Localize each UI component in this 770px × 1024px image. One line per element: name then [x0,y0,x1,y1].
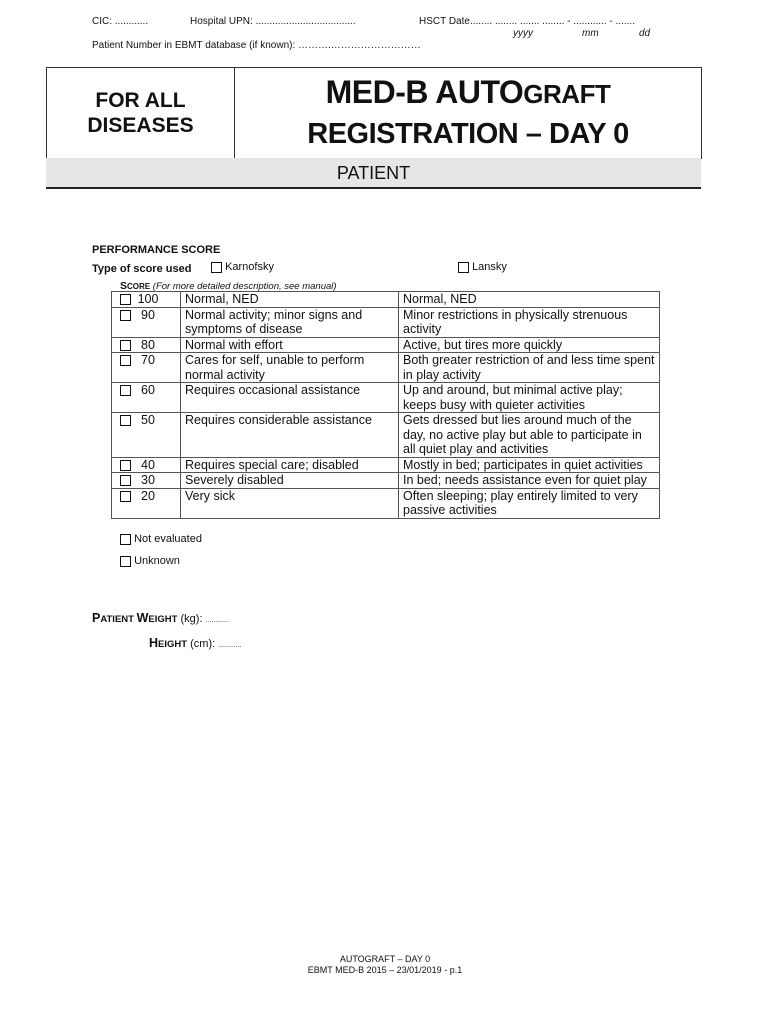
footer-version: EBMT MED-B 2015 – 23/01/2019 - p.1 [307,965,463,975]
karnofsky-description: Requires considerable assistance [181,413,399,458]
table-row [112,307,660,337]
checkbox-icon[interactable] [120,355,131,366]
patient-number-field: Patient Number in EBMT database (if known): ……….……………………… [92,40,421,51]
title-box [46,67,702,159]
checkbox-icon[interactable] [120,310,131,321]
unknown-label: Unknown [134,555,180,567]
section-bar-patient: PATIENT [46,158,701,189]
karnofsky-description: Requires special care; disabled [181,457,399,473]
karnofsky-description: Normal, NED [181,292,399,308]
lansky-description: Both greater restriction of and less time spent in play activity [399,353,660,383]
hsct-date-field: HSCT Date........ ........ ....... ........ - ............ - ....... [419,16,635,27]
unknown-checkbox[interactable] [120,556,131,567]
lansky-description: Mostly in bed; participates in quiet activities [399,457,660,473]
checkbox-icon[interactable] [120,415,131,426]
score-option-40[interactable]: 40 [112,457,181,473]
lansky-description: Normal, NED [399,292,660,308]
checkbox-icon[interactable] [120,340,131,351]
karnofsky-description: Normal with effort [181,337,399,353]
lansky-description: Minor restrictions in physically strenuous activity [399,307,660,337]
table-row [112,337,660,353]
table-row [112,488,660,518]
score-option-80[interactable]: 80 [112,337,181,353]
form-title-sub: REGISTRATION – DAY 0 [307,118,629,150]
score-option-90[interactable]: 90 [112,307,181,337]
footer-form-name: AUTOGRAFT – DAY 0 [339,954,431,964]
lansky-label: Lansky [472,261,507,273]
karnofsky-description: Requires occasional assistance [181,383,399,413]
score-option-100[interactable]: 100 [112,292,181,308]
table-row [112,413,660,458]
checkbox-icon[interactable] [120,491,131,502]
checkbox-icon[interactable] [120,460,131,471]
karnofsky-option[interactable] [211,261,274,273]
date-mm-hint: mm [582,28,599,39]
scope-line-1: FOR ALL [95,89,186,112]
performance-score-table [111,291,660,519]
date-yyyy-hint: yyyy [513,28,533,39]
table-row [112,353,660,383]
not-evaluated-option[interactable] [120,533,202,545]
not-evaluated-checkbox[interactable] [120,534,131,545]
score-option-50[interactable]: 50 [112,413,181,458]
table-row [112,383,660,413]
karnofsky-description: Very sick [181,488,399,518]
table-row [112,473,660,489]
table-row [112,457,660,473]
scope-line-2: DISEASES [87,114,194,137]
lansky-description: Gets dressed but lies around much of the day, no active play but able to participate in all quiet play and activities [399,413,660,458]
not-evaluated-label: Not evaluated [134,533,202,545]
unknown-option[interactable] [120,555,180,567]
karnofsky-description: Severely disabled [181,473,399,489]
score-option-60[interactable]: 60 [112,383,181,413]
score-type-label: Type of score used [92,263,192,275]
score-option-20[interactable]: 20 [112,488,181,518]
score-note: SCORE (For more detailed description, see manual) [120,280,337,292]
checkbox-icon[interactable] [120,475,131,486]
weight-input[interactable]: ............ [205,617,229,624]
disease-scope-label [47,68,235,158]
date-dd-hint: dd [639,28,651,39]
karnofsky-description: Normal activity; minor signs and symptoms of disease [181,307,399,337]
lansky-description: In bed; needs assistance even for quiet play [399,473,660,489]
checkbox-icon[interactable] [120,294,131,305]
score-option-70[interactable]: 70 [112,353,181,383]
height-field[interactable]: HEIGHT (cm): ............ [149,636,242,650]
form-title [235,68,701,158]
score-option-30[interactable]: 30 [112,473,181,489]
karnofsky-checkbox[interactable] [211,262,222,273]
lansky-description: Active, but tires more quickly [399,337,660,353]
lansky-checkbox[interactable] [458,262,469,273]
karnofsky-description: Cares for self, unable to perform normal activity [181,353,399,383]
lansky-description: Often sleeping; play entirely limited to very passive activities [399,488,660,518]
form-title-main: MED-B AUTOGRAFT [325,74,611,110]
table-row [112,292,660,308]
performance-heading: PERFORMANCE SCORE [92,244,221,256]
karnofsky-label: Karnofsky [225,261,274,273]
lansky-option[interactable] [458,261,507,273]
patient-weight-field[interactable]: PATIENT WEIGHT (kg): ............ [92,611,229,625]
cic-field: CIC: ............ [92,16,149,27]
hospital-upn-field: Hospital UPN: .................................... [190,16,356,27]
lansky-description: Up and around, but minimal active play; keeps busy with quieter activities [399,383,660,413]
height-input[interactable]: ............ [218,642,242,649]
checkbox-icon[interactable] [120,385,131,396]
